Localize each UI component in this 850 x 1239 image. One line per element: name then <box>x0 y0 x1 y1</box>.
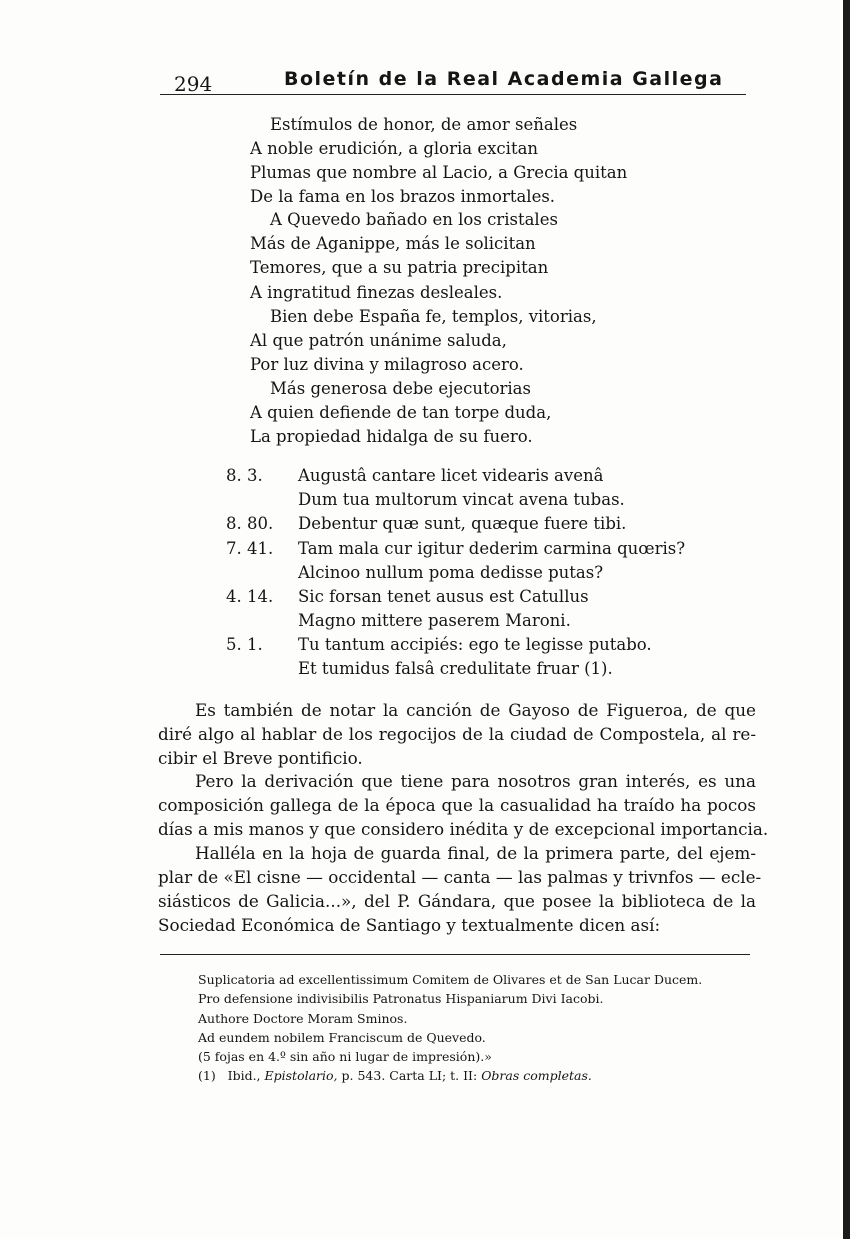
sonnet-line: Más generosa debe ejecutorias <box>270 379 531 398</box>
epigram-text: Tam mala cur igitur dederim carmina quœris? <box>298 539 686 558</box>
page-header <box>160 64 746 94</box>
epigram-text: Tu tantum accipiés: ego te legisse putabo. <box>298 635 652 654</box>
footnote-ibid: Ibid., <box>227 1068 261 1083</box>
footnote-line: Suplicatoria ad excellentissimum Comitem de Olivares et de San Lucar Ducem. <box>198 972 703 987</box>
footnote-line: Authore Doctore Moram Sminos. <box>198 1011 408 1026</box>
footnote-number: (1) <box>198 1068 216 1083</box>
body-line: Es también de notar la canción de Gayoso de Figueroa, de que <box>195 700 756 720</box>
footnote-line: (5 fojas en 4.º sin año ni lugar de impresión).» <box>198 1049 492 1064</box>
sonnet-line: Bien debe España fe, templos, vitorias, <box>270 307 597 326</box>
sonnet-line: A ingratitud finezas desleales. <box>250 283 503 302</box>
footnote-1 <box>198 1068 592 1083</box>
sonnet-line: Por luz divina y milagroso acero. <box>250 355 524 374</box>
epigram-text: Sic forsan tenet ausus est Catullus <box>298 587 589 606</box>
sonnet-line: Temores, que a su patria precipitan <box>250 258 549 277</box>
footnote-line: Ad eundem nobilem Franciscum de Quevedo. <box>198 1030 486 1045</box>
footnote-work-title: Epistolario, <box>264 1068 338 1083</box>
body-line: composición gallega de la época que la casualidad ha traído ha pocos <box>158 795 756 815</box>
epigram-ref: 7. 41. <box>226 539 274 558</box>
epigram-text: Dum tua multorum vincat avena tubas. <box>298 490 625 509</box>
body-line: Halléla en la hoja de guarda final, de la primera parte, del ejem- <box>195 843 756 863</box>
sonnet-line: A Quevedo bañado en los cristales <box>270 210 558 229</box>
footnote-line: Pro defensione indivisibilis Patronatus Hispaniarum Divi Iacobi. <box>198 991 604 1006</box>
body-line: diré algo al hablar de los regocijos de la ciudad de Compostela, al re- <box>158 724 756 744</box>
footnote-rule <box>160 954 750 955</box>
header-rule <box>160 94 746 95</box>
epigram-text: Debentur quæ sunt, quæque fuere tibi. <box>298 514 627 533</box>
sonnet-line: De la fama en los brazos inmortales. <box>250 187 556 206</box>
footnote-collection-title: Obras completas. <box>481 1068 592 1083</box>
epigram-ref: 8. 3. <box>226 466 263 485</box>
epigram-text: Alcinoo nullum poma dedisse putas? <box>298 563 604 582</box>
footnote-citation: p. 543. Carta LI; t. II: <box>341 1068 478 1083</box>
epigram-text: Augustâ cantare licet videaris avenâ <box>298 466 604 485</box>
body-line: cibir el Breve pontificio. <box>158 748 363 768</box>
body-line: Sociedad Económica de Santiago y textualmente dicen así: <box>158 915 661 935</box>
body-line: plar de «El cisne — occidental — canta — las palmas y trivnfos — ecle- <box>158 867 762 887</box>
epigram-text: Magno mittere paserem Maroni. <box>298 611 571 630</box>
epigram-ref: 8. 80. <box>226 514 274 533</box>
sonnet-line: Estímulos de honor, de amor señales <box>270 115 578 134</box>
sonnet-line: Al que patrón unánime saluda, <box>250 331 507 350</box>
running-title: Boletín de la Real Academia Gallega <box>284 68 724 90</box>
body-line: Pero la derivación que tiene para nosotros gran interés, es una <box>195 771 756 791</box>
sonnet-line: A noble erudición, a gloria excitan <box>250 139 539 158</box>
page-edge <box>843 0 850 1239</box>
body-line: siásticos de Galicia...», del P. Gándara, que posee la biblioteca de la <box>158 891 756 911</box>
epigram-text: Et tumidus falsâ credulitate fruar (1). <box>298 659 613 678</box>
sonnet-line: Más de Aganippe, más le solicitan <box>250 234 536 253</box>
sonnet-line: La propiedad hidalga de su fuero. <box>250 427 533 446</box>
sonnet-line: A quien defiende de tan torpe duda, <box>250 403 552 422</box>
body-line: días a mis manos y que considero inédita y de excepcional importancia. <box>158 819 769 839</box>
epigram-ref: 5. 1. <box>226 635 263 654</box>
sonnet-line: Plumas que nombre al Lacio, a Grecia quitan <box>250 163 628 182</box>
page-number: 294 <box>174 72 213 96</box>
epigram-ref: 4. 14. <box>226 587 274 606</box>
